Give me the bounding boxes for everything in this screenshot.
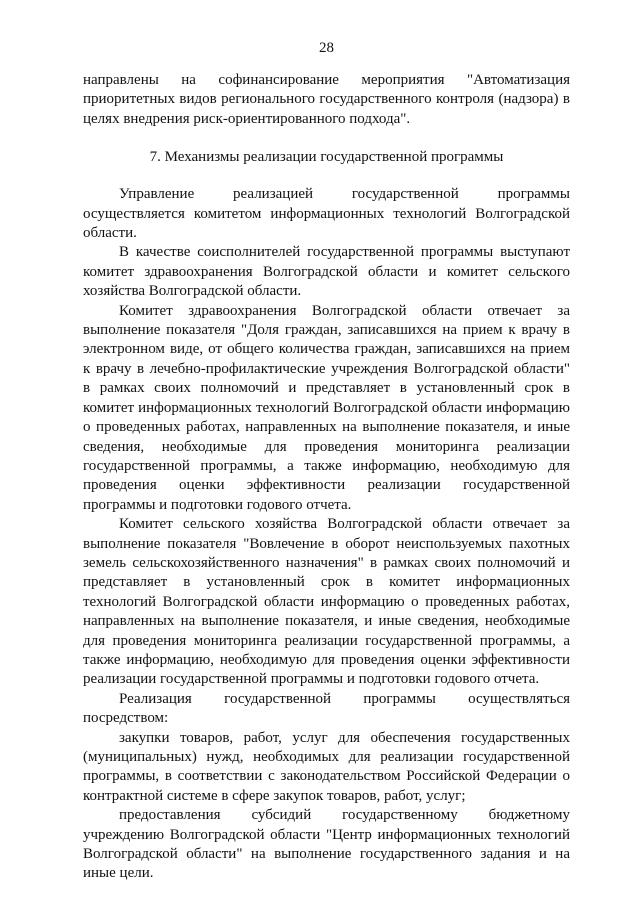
paragraph-subsidies: предоставления субсидий государственному бюджетному учреждению Волгоградской области "Центр информационных технологий Волгоградской области" на выполнение государственного задания и на иные цели.	[83, 807, 570, 882]
paragraph-procurement: закупки товаров, работ, услуг для обеспечения государственных (муниципальных) нужд, необходимых для реализации государственной программы, в соответствии с законодательством Российской Федерации о контрактной системе в сфере закупок товаров, работ, услуг;	[83, 729, 570, 804]
paragraph-co-executors: В качестве соисполнителей государственной программы выступают комитет здравоохранения Волгоградской области и комитет сельского хозяйства Волгоградской области.	[83, 244, 570, 300]
section-title: 7. Механизмы реализации государственной программы	[149, 149, 504, 166]
paragraph-management: Управление реализацией государственной программы осуществляется комитетом информационных технологий Волгоградской области.	[83, 186, 570, 242]
paragraph-health-committee: Комитет здравоохранения Волгоградской области отвечает за выполнение показателя "Доля граждан, записавшихся на прием к врачу в электронном виде, от общего количества граждан, записавшихся на прием к врачу в лечебно-профилактические учреждения Волгоградской области" в рамках своих полномочий и представляет в установленный срок в комитет информационных технологий Волгоградской области информацию о проведенных работах, направленных на выполнение показателя, и иные сведения, необходимые для проведения мониторинга реализации государственной программы, а также информацию, необходимую для проведения оценки эффективности реализации государственной программы и подготовки годового отчета.	[83, 302, 570, 513]
paragraph-agriculture-committee: Комитет сельского хозяйства Волгоградской области отвечает за выполнение показателя "Вовлечение в оборот неиспользуемых пахотных земель сельскохозяйственного назначения" в рамках своих полномочий и представляет в установленный срок в комитет информационных технологий Волгоградской области информацию о проведенных работах, направленных на выполнение показателя, и иные сведения, необходимые для проведения мониторинга реализации государственной программы, а также информацию, необходимую для проведения оценки эффективности реализации государственной программы и подготовки годового отчета.	[83, 516, 570, 688]
page-number: 28	[319, 40, 334, 56]
paragraph-implementation-means: Реализация государственной программы осуществляться посредством:	[83, 690, 570, 727]
opening-paragraph: направлены на софинансирование мероприятия "Автоматизация приоритетных видов регионального государственного контроля (надзора) в целях внедрения риск-ориентированного подхода".	[83, 72, 570, 127]
